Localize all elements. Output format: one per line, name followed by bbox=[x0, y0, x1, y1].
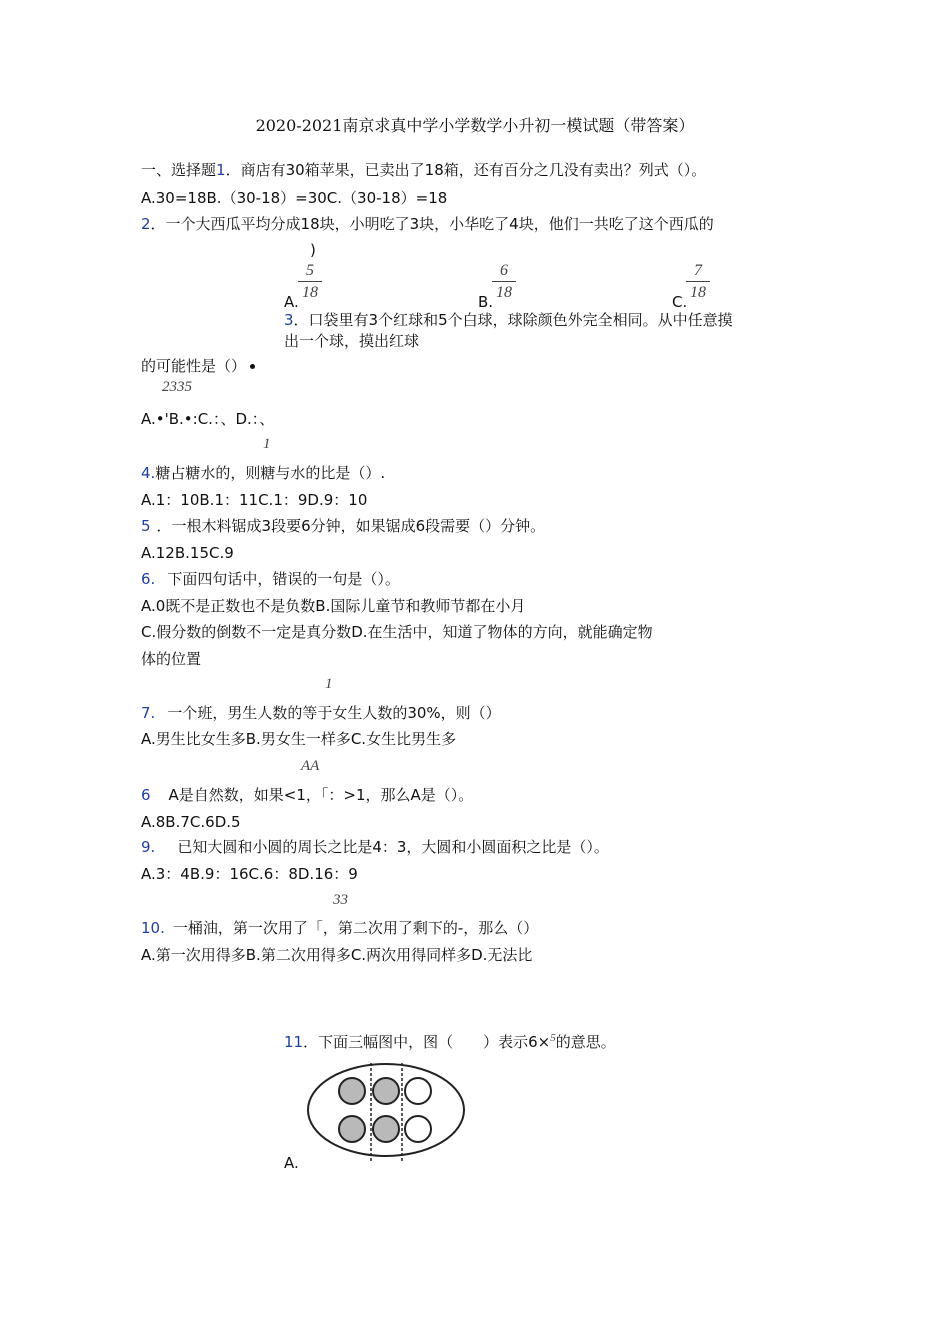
question-8-options: A.8B.7C.6D.5 bbox=[141, 813, 241, 831]
question-text: ．一个大西瓜平均分成18块，小明吃了3块，小华吃了4块，他们一共吃了这个西瓜的 bbox=[150, 215, 714, 233]
bullet-dot bbox=[250, 364, 255, 369]
question-text-tail: 的意思。 bbox=[555, 1033, 616, 1051]
question-number: 9. bbox=[141, 838, 156, 856]
fraction-numerator: 5 bbox=[306, 262, 314, 279]
figure-a-diagram bbox=[304, 1060, 468, 1166]
scan-artifact: 1 bbox=[263, 436, 271, 452]
fraction-a bbox=[298, 262, 322, 301]
question-9-options: A.3：4B.9：16C.6：8D.16：9 bbox=[141, 865, 358, 883]
question-text: 已知大圆和小圆的周长之比是4：3，大圆和小圆面积之比是（）。 bbox=[177, 838, 609, 856]
question-7-options: A.男生比女生多B.男女生一样多C.女生比男生多 bbox=[141, 730, 457, 748]
fraction-b bbox=[492, 262, 516, 301]
shaded-circle bbox=[373, 1078, 399, 1104]
question-5-options: A.12B.15C.9 bbox=[141, 544, 234, 562]
question-7 bbox=[141, 703, 501, 723]
option-a-label: A. bbox=[284, 293, 299, 311]
question-text: 糖占糖水的，则糖与水的比是（）. bbox=[155, 464, 386, 482]
question-text: ．下面三幅图中，图（ ）表示6× bbox=[303, 1033, 551, 1051]
section-heading: 一、选择题 bbox=[141, 161, 217, 179]
question-text: A是自然数，如果<1，「：>1，那么A是（）。 bbox=[168, 786, 474, 804]
question-1 bbox=[141, 160, 706, 180]
question-text: 的可能性是（） bbox=[141, 357, 247, 375]
fraction-numerator: 6 bbox=[500, 262, 508, 279]
question-number: 6. bbox=[141, 570, 156, 588]
question-3-line3 bbox=[141, 356, 255, 376]
scan-artifact: 2335 bbox=[162, 379, 192, 395]
fraction-denominator: 18 bbox=[302, 284, 318, 301]
question-6 bbox=[141, 569, 400, 589]
question-9 bbox=[141, 837, 609, 857]
question-4 bbox=[141, 463, 385, 483]
question-10 bbox=[141, 918, 538, 938]
question-4-options: A.1：10B.1：11C.1：9D.9：10 bbox=[141, 491, 368, 509]
shaded-circle bbox=[339, 1116, 365, 1142]
question-6-options-3: 体的位置 bbox=[141, 650, 202, 668]
figure-a-label: A. bbox=[284, 1154, 299, 1172]
question-8 bbox=[141, 785, 473, 805]
question-3-options: A.•'B.•:C.：、D.：、 bbox=[141, 410, 275, 428]
paren-close: ) bbox=[310, 241, 316, 259]
question-1-options: A.30=18B.（30-18）=30C.（30-18）=18 bbox=[141, 189, 448, 207]
superscript: 5 bbox=[550, 1032, 556, 1044]
question-text: ．商店有30箱苹果，已卖出了18箱，还有百分之几没有卖出？列式（）。 bbox=[225, 161, 707, 179]
question-5 bbox=[141, 516, 545, 536]
fraction-denominator: 18 bbox=[690, 284, 706, 301]
scan-artifact: 1 bbox=[325, 676, 333, 692]
scan-artifact: AA bbox=[301, 758, 320, 774]
question-number: 7. bbox=[141, 704, 156, 722]
question-text: 一个班，男生人数的等于女生人数的30%，则（） bbox=[167, 704, 501, 722]
question-6-options-1: A.0既不是正数也不是负数B.国际儿童节和教师节都在小月 bbox=[141, 597, 526, 615]
question-6-options-2: C.假分数的倒数不一定是真分数D.在生活中，知道了物体的方向，就能确定物 bbox=[141, 623, 653, 641]
fraction-c bbox=[686, 262, 710, 301]
fraction-denominator: 18 bbox=[496, 284, 512, 301]
question-number: 6 bbox=[141, 786, 151, 804]
empty-circle bbox=[405, 1078, 431, 1104]
question-number: 11 bbox=[284, 1033, 304, 1051]
question-number: 10. bbox=[141, 919, 165, 937]
scan-artifact: 33 bbox=[333, 892, 348, 908]
question-3 bbox=[284, 310, 733, 330]
option-c-label: C. bbox=[672, 293, 688, 311]
shaded-circle bbox=[373, 1116, 399, 1142]
question-text: 一桶油，第一次用了「，第二次用了剩下的-，那么（） bbox=[172, 919, 539, 937]
page-title: 2020-2021南京求真中学小学数学小升初一模试题（带答案） bbox=[255, 116, 695, 135]
question-3-line2: 出一个球，摸出红球 bbox=[284, 332, 420, 350]
question-text: ．一根木料锯成3段要6分钟，如果锯成6段需要（）分钟。 bbox=[156, 517, 546, 535]
fraction-numerator: 7 bbox=[694, 262, 702, 279]
empty-circle bbox=[405, 1116, 431, 1142]
question-text: 下面四句话中，错误的一句是（）。 bbox=[167, 570, 400, 588]
question-10-options: A.第一次用得多B.第二次用得多C.两次用得同样多D.无法比 bbox=[141, 946, 533, 964]
question-number: 2 bbox=[141, 215, 151, 233]
question-2 bbox=[141, 214, 714, 234]
question-number: 4. bbox=[141, 464, 156, 482]
option-b-label: B. bbox=[478, 293, 494, 311]
shaded-circle bbox=[339, 1078, 365, 1104]
question-11 bbox=[284, 1028, 616, 1052]
question-number: 5 bbox=[141, 517, 151, 535]
question-number: 1 bbox=[216, 161, 226, 179]
question-text: ．口袋里有3个红球和5个白球，球除颜色外完全相同。从中任意摸 bbox=[293, 311, 733, 329]
question-number: 3 bbox=[284, 311, 294, 329]
